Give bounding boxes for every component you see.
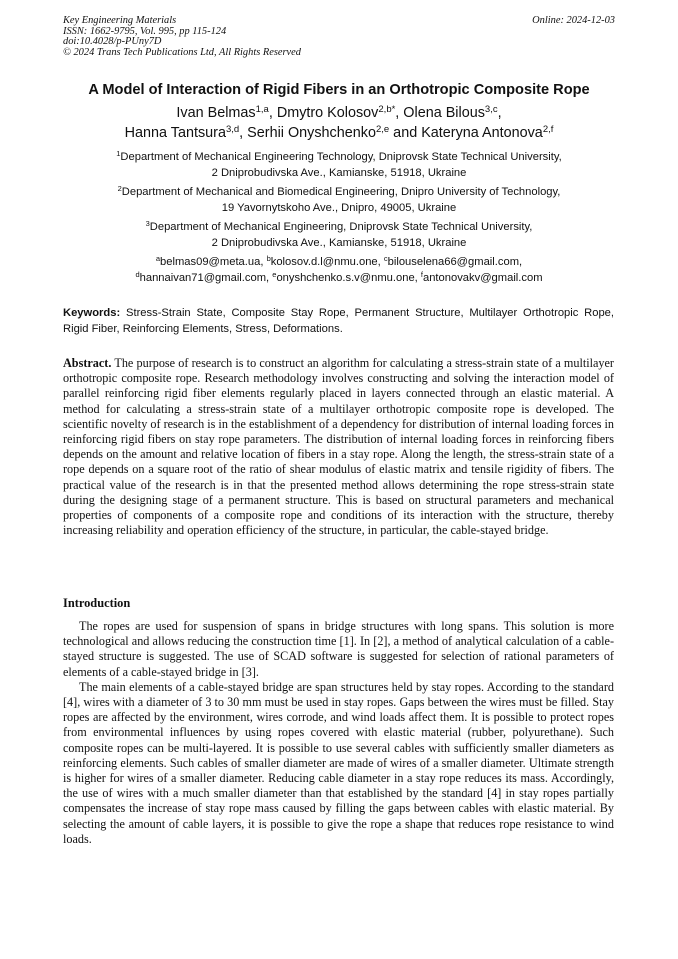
author-sep: , [268, 105, 277, 121]
author-sup: 1,a [255, 104, 269, 115]
section-heading-introduction: Introduction [63, 596, 131, 610]
affiliation-sup: 2 [117, 184, 122, 193]
email-link[interactable]: antonovakv@gmail.com [422, 271, 543, 284]
abstract-label: Abstract. [63, 356, 112, 370]
email-list [40, 255, 638, 286]
doi-line[interactable]: doi:10.4028/p-PUny7D [63, 36, 162, 48]
author-list [40, 104, 638, 143]
email-link[interactable]: onyshchenko.s.v@nmu.one [276, 271, 415, 284]
email-sup: a [155, 254, 161, 263]
affiliation-1 [40, 150, 638, 181]
online-date: Online: 2024-12-03 [532, 15, 615, 26]
author-sup: 2,b* [378, 104, 396, 115]
email-sup: e [272, 269, 277, 279]
author-name: Hanna Tantsura [124, 124, 226, 141]
author-sep: , [239, 124, 248, 141]
email-sup: d [135, 269, 140, 279]
email-sep: , [414, 271, 421, 284]
affiliation-address: 2 Dniprobudivska Ave., Kamianske, 51918, Ukraine [211, 166, 467, 179]
keywords-block [63, 306, 614, 337]
keywords-label: Keywords: [63, 307, 121, 319]
issn-line: ISSN: 1662-9795, Vol. 995, pp 115-124 [63, 25, 227, 37]
affiliation-sup: 3 [145, 219, 150, 228]
author-sep: , [395, 105, 404, 121]
abstract-block [63, 356, 614, 538]
affiliation-line: Department of Mechanical and Biomedical Engineering, Dnipro University of Technology, [121, 186, 561, 198]
affiliation-address: 2 Dniprobudivska Ave., Kamianske, 51918, Ukraine [211, 236, 467, 249]
body-paragraph: The ropes are used for suspension of spans in bridge structures with long spans. This solution is more technological and allows reducing the construction time [1]. In [2], a method of analytical calculation of a cable-stayed structure is suggested. The use of SCAD software is suggested for selection of rational parameters of elements of a cable-stayed bridge in [3]. [63, 619, 614, 679]
email-link[interactable]: bilouselena66@gmail.com, [387, 256, 523, 268]
email-link[interactable]: hannaivan71@gmail.com [139, 271, 267, 284]
email-link[interactable]: kolosov.d.l@nmu.one [270, 256, 378, 268]
affiliation-sup: 1 [116, 149, 121, 158]
affiliation-address: 19 Yavornytskoho Ave., Dnipro, 49005, Ukraine [221, 201, 457, 214]
journal-name: Key Engineering Materials [63, 15, 177, 26]
email-sep: , [266, 271, 273, 284]
email-sup: c [383, 254, 388, 263]
author-name: Kateryna Antonova [421, 124, 543, 141]
abstract-text: The purpose of research is to construct an algorithm for calculating a stress-strain state of a multilayer orthotropic composite rope. Research methodology involves constructing and solving the interaction model of parallel reinforcing rigid fiber elements regularly placed in layers connected through an elastic material. A method for calculating a stress-strain state of a multilayer orthotropic composite rope is developed. The scientific novelty of research is in the establishment of a dependency for distribution of internal loading forces in reinforcing rigid fibers on stay rope parameters. The distribution of internal loading forces in reinforcing fibers depends on the amount and relative location of fibers in a stay rope. Along the length, the stress-strain state of a rope depends on a square root of the ratio of shear modulus of elastic matrix and tensile rigidity of fibers. The practical value of the research is in that the presented method allows determining the rope stress-strain state during the designing stage of a permanent structure. This is based on structural parameters and mechanical properties of components of a composite rope and conditions of its interaction with the structure, thereby increasing reliability and operation efficiency of the structure, in particular, the cable-stayed bridge. [63, 356, 614, 538]
affiliation-line: Department of Mechanical Engineering Technology, Dniprovsk State Technical University, [120, 151, 562, 163]
copyright-line: © 2024 Trans Tech Publications Ltd, All Rights Reserved [63, 46, 301, 58]
author-sup: 3,c [484, 104, 498, 115]
journal-header [63, 16, 301, 58]
author-name: Serhii Onyshchenko [247, 124, 376, 141]
email-sup: f [420, 269, 423, 279]
keywords-text: Stress-Strain State, Composite Stay Rope, Permanent Structure, Multilayer Orthotropic Rope, Rigid Fiber, Reinforcing Elements, Stress, Deformations. [63, 307, 615, 335]
affiliation-2 [40, 185, 638, 216]
email-sup: b [266, 254, 271, 263]
body-paragraph: The main elements of a cable-stayed bridge are span structures held by stay ropes. According to the standard [4], wires with a diameter of 3 to 30 mm must be used in stay ropes. Gaps between the wires must be filled. Stay ropes are affected by the environment, wires corrode, and wind loads affect them. It is possible to protect ropes from environmental influences by using ropes covered with elastic material (rubber, polyurethane). Such composite ropes can be multi-layered. It is possible to use several cables with sufficiently smaller diameters as reinforcing elements. Such cables of smaller diameter are made of wires of a smaller diameter. Ultimate strength is higher for wires of a smaller diameter. Reducing cable diameter in a stay rope reduces its mass. Accordingly, the use of wires with a much smaller diameter than that established by the standard [4] in stay ropes partially compensates the increase of stay rope mass caused by filling the gaps between cables with elastic material. By selecting the amount of cable layers, it is possible to give the rope a shape that reduces rope resistance to wind loads. [63, 679, 614, 846]
author-name: Olena Bilous [403, 105, 485, 121]
introduction-body [63, 619, 614, 847]
paper-title: A Model of Interaction of Rigid Fibers in an Orthotropic Composite Rope [88, 82, 590, 98]
author-sup: 2,f [542, 123, 554, 135]
author-sup: 2,e [375, 123, 390, 135]
email-sep: , [377, 256, 384, 268]
author-sep: , [497, 105, 502, 121]
author-name: Ivan Belmas [176, 105, 256, 121]
author-sep: and [389, 124, 422, 141]
email-link[interactable]: belmas09@meta.ua [160, 256, 261, 268]
affiliation-3 [40, 220, 638, 251]
author-sup: 3,d [225, 123, 240, 135]
affiliation-line: Department of Mechanical Engineering, Dniprovsk State Technical University, [149, 221, 533, 233]
email-sep: , [260, 256, 267, 268]
author-name: Dmytro Kolosov [276, 105, 379, 121]
